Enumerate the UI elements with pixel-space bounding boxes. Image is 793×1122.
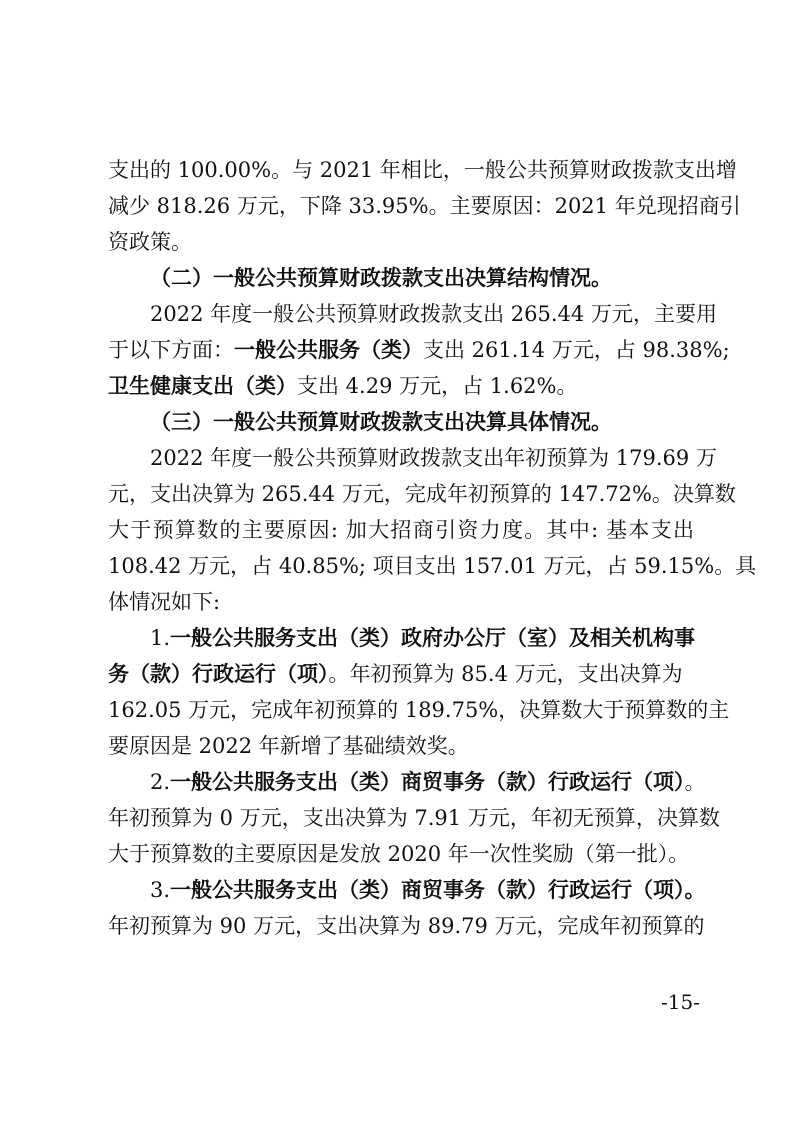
paragraph-line: 要原因是 2022 年新增了基础绩效奖。: [108, 734, 469, 758]
text-span: 支出 261.14 万元，占 98.38%;: [423, 338, 730, 362]
category-bold: 卫生健康支出（类）: [108, 373, 297, 398]
section-heading: （三）一般公共预算财政拨款支出决算具体情况。: [150, 409, 612, 434]
paragraph-line: 年初预算为 0 万元，支出决算为 7.91 万元，年初无预算，决算数: [108, 806, 720, 830]
item-title: 一般公共服务支出（类）商贸事务（款）行政运行（项）: [170, 769, 685, 794]
paragraph-line: 大于预算数的主要原因是发放 2020 年一次性奖励（第一批）。: [108, 842, 690, 866]
paragraph-line: [108, 337, 730, 362]
list-item-line: [150, 626, 694, 650]
text-span: 支出 4.29 万元，占 1.62%。: [297, 374, 578, 398]
paragraph-line: 162.05 万元，完成年初预算的 189.75%，决算数大于预算数的主: [108, 698, 730, 722]
text-span: 。: [684, 770, 706, 794]
paragraph-line: 体情况如下:: [108, 590, 221, 614]
list-item-line: [150, 769, 706, 794]
item-number: 2.: [150, 770, 171, 794]
paragraph-line: [108, 662, 694, 686]
item-number: 1.: [150, 626, 171, 650]
list-item-line: [150, 877, 706, 902]
item-title: 一般公共服务支出（类）商贸事务（款）行政运行（项）。: [170, 877, 706, 902]
paragraph-line: 减少 818.26 万元，下降 33.95%。主要原因：2021 年兑现招商引: [108, 194, 741, 218]
paragraph-line: 2022 年度一般公共预算财政拨款支出年初预算为 179.69 万: [150, 446, 717, 470]
item-title: 务（款）行政运行（项）: [108, 661, 329, 686]
category-bold: 一般公共服务（类）: [234, 337, 423, 362]
paragraph-line: 大于预算数的主要原因: 加大招商引资力度。其中: 基本支出: [108, 518, 694, 542]
section-heading: （二）一般公共预算财政拨款支出决算结构情况。: [150, 265, 612, 290]
paragraph-line: 年初预算为 90 万元，支出决算为 89.79 万元，完成年初预算的: [108, 914, 705, 938]
page-number: -15-: [661, 990, 700, 1014]
paragraph-line: 2022 年度一般公共预算财政拨款支出 265.44 万元，主要用: [150, 302, 717, 326]
paragraph-line: [108, 374, 694, 398]
paragraph-line: 108.42 万元，占 40.85%; 项目支出 157.01 万元，占 59.15%。具: [108, 554, 757, 578]
paragraph-line: 资政策。: [108, 230, 192, 254]
text-span: 于以下方面：: [108, 338, 234, 362]
item-number: 3.: [150, 878, 171, 902]
item-title: 一般公共服务支出（类）政府办公厅（室）及相关机构事: [170, 625, 696, 650]
text-span: 。年初预算为 85.4 万元，支出决算为: [328, 662, 683, 686]
paragraph-line: 元，支出决算为 265.44 万元，完成年初预算的 147.72%。决算数: [108, 482, 736, 506]
paragraph-line: 支出的 100.00%。与 2021 年相比，一般公共预算财政拨款支出增: [108, 158, 737, 182]
